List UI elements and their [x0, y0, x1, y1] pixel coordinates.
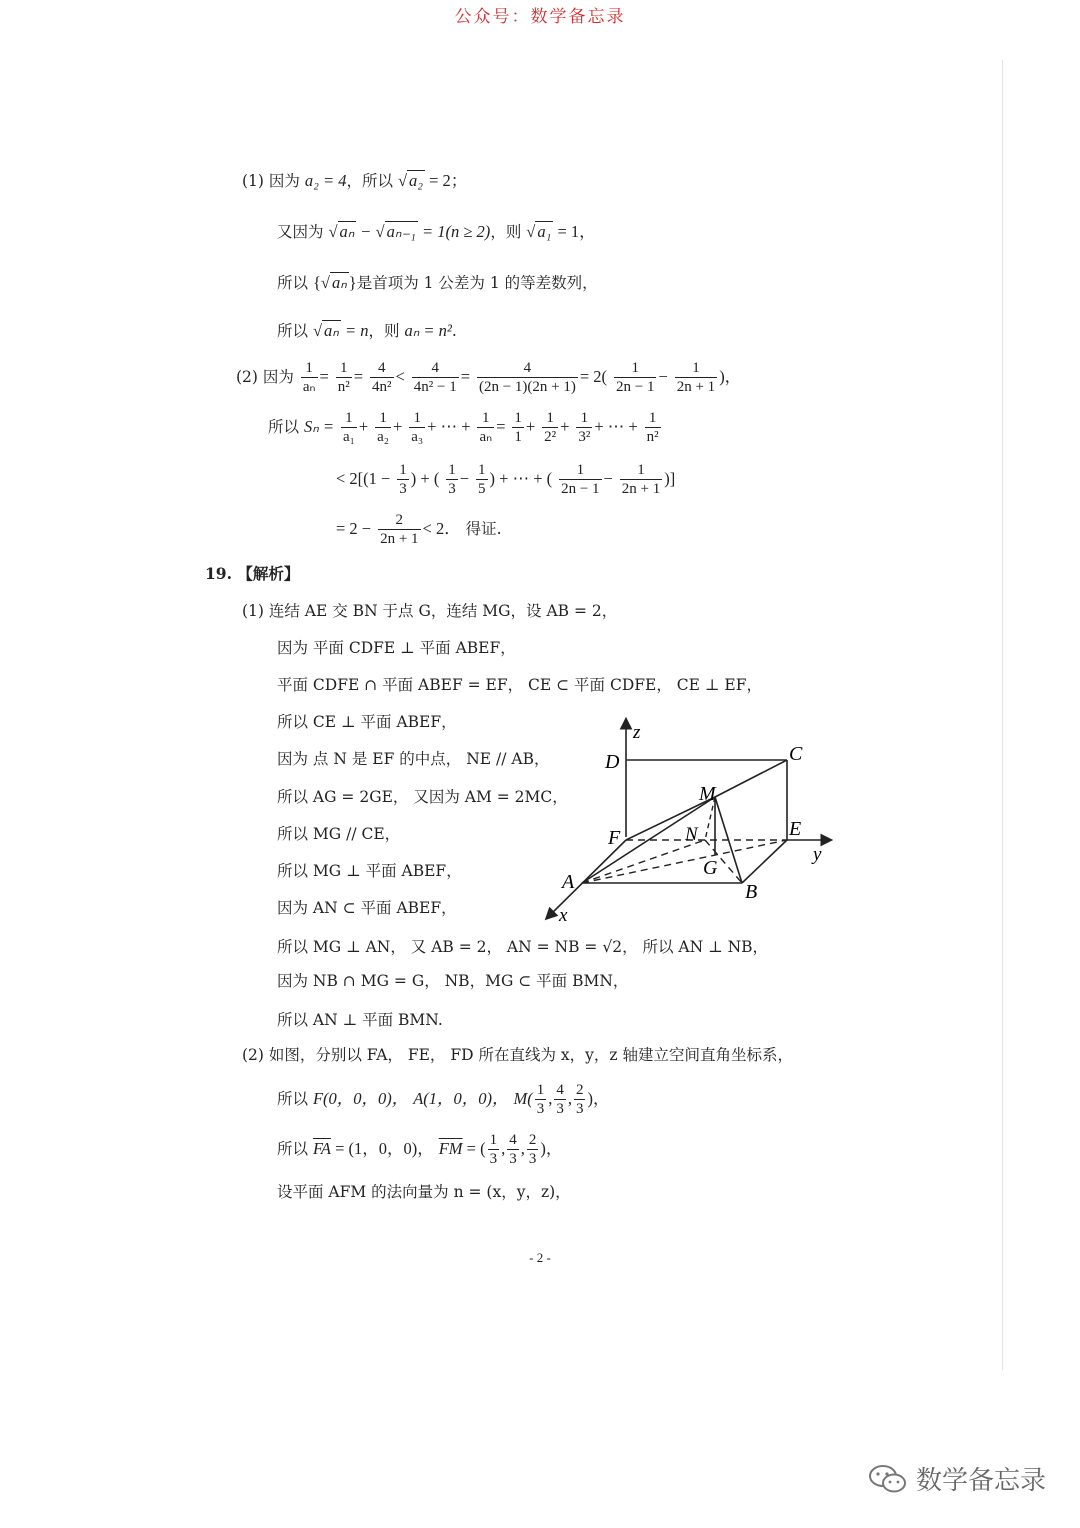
- fraction: [574, 1082, 586, 1118]
- denominator: 3²: [578, 429, 591, 445]
- denominator: 2²: [544, 429, 557, 445]
- q18-p1-line3: [277, 272, 598, 294]
- denominator: 4n²: [372, 379, 392, 395]
- q19-line-3: 平面 CDFE ∩ 平面 ABEF = EF， CE ⊂ 平面 CDFE， CE ⊥ EF，: [277, 676, 762, 694]
- denominator: 2n − 1: [561, 481, 600, 497]
- math-expr: = n: [340, 321, 369, 340]
- fraction: [476, 462, 488, 498]
- math-expr: = (: [462, 1139, 486, 1158]
- text: ，所以: [346, 172, 393, 190]
- q18-p1-line1: [242, 170, 467, 192]
- math-expr: a₂ = 4: [304, 171, 347, 190]
- equals: =: [496, 417, 506, 436]
- q18-p2-line4: [336, 512, 502, 548]
- denominator: 3: [575, 1101, 584, 1117]
- fraction: [477, 410, 494, 446]
- numerator: 1: [514, 410, 522, 426]
- denominator: aₙ: [302, 379, 316, 395]
- fraction: [375, 410, 391, 446]
- fraction: [397, 462, 409, 498]
- text: .: [451, 322, 457, 340]
- q19-line-6: 所以 AG = 2GE， 又因为 AM = 2MC，: [277, 788, 568, 806]
- equals: =: [460, 367, 471, 386]
- denominator: aₙ: [479, 429, 493, 445]
- label-z: z: [633, 722, 641, 743]
- plus: +: [393, 417, 403, 436]
- numerator: 1: [336, 360, 352, 378]
- denominator: a₂: [377, 429, 390, 445]
- edge-BE: [742, 840, 787, 883]
- fraction: [341, 410, 357, 446]
- sqrt-expr: √ aₙ: [312, 321, 339, 340]
- label-E: E: [789, 818, 802, 840]
- label-N: N: [685, 824, 698, 845]
- section-label: 【解析】: [237, 564, 300, 583]
- sqrt-radicand: aₙ₋₁: [386, 222, 416, 241]
- watermark: [868, 1460, 1046, 1497]
- fraction: [614, 360, 656, 396]
- denominator: a₃: [411, 429, 424, 445]
- text: ，则: [368, 322, 400, 340]
- q19-line-4: 所以 CE ⊥ 平面 ABEF，: [277, 713, 457, 731]
- numerator: 2: [528, 1132, 537, 1148]
- numerator: 1: [614, 360, 656, 378]
- text: 因为: [268, 172, 300, 190]
- numerator: 1: [620, 462, 662, 480]
- numerator: 1: [576, 410, 592, 428]
- label-y: y: [813, 844, 822, 865]
- label-C: C: [789, 743, 803, 765]
- fraction: [301, 360, 318, 396]
- comma: ,: [548, 1089, 553, 1108]
- denominator: 3: [556, 1101, 564, 1117]
- header-banner: 公众号：数学备忘录: [454, 7, 626, 27]
- math-expr: = 2(: [579, 367, 608, 386]
- denominator: 2n + 1: [676, 379, 716, 395]
- text: 因为: [262, 368, 294, 386]
- page-edge-divider: [1002, 60, 1003, 1370]
- label-A: A: [562, 871, 575, 893]
- brace-close: }: [348, 273, 357, 292]
- numerator: 1: [409, 410, 425, 428]
- math-expr: ) + ⋯ + (: [489, 469, 553, 488]
- denominator: 2n + 1: [621, 481, 661, 497]
- q19-line-10: 所以 MG ⊥ AN， 又 AB = 2， AN = NB = √2， 所以 AN ⊥ NB，: [277, 938, 769, 956]
- denominator: 3: [399, 481, 407, 497]
- math-expr: = 1，: [553, 222, 596, 241]
- math-expr: )，: [540, 1139, 563, 1158]
- denominator: a₁: [342, 429, 355, 445]
- point-M: M(: [513, 1089, 533, 1108]
- q18-p1-line2: [277, 221, 596, 243]
- fraction: [477, 360, 578, 396]
- denominator: 3: [509, 1151, 517, 1167]
- fraction: [675, 360, 717, 396]
- fraction: [542, 410, 558, 446]
- fraction: [412, 360, 459, 396]
- minus-sign: −: [658, 367, 668, 386]
- geometry-figure: [535, 710, 845, 925]
- comma: ,: [501, 1139, 506, 1158]
- fraction: [409, 410, 425, 446]
- numerator: 1: [478, 462, 486, 478]
- text: 是首项为 1 公差为 1 的等差数列，: [356, 274, 598, 292]
- q19-line-12: 所以 AN ⊥ 平面 BMN.: [277, 1011, 443, 1029]
- numerator: 1: [341, 410, 357, 428]
- sqrt-expr: √ aₙ: [320, 273, 347, 292]
- point-A: A(1，0，0)，: [413, 1089, 509, 1108]
- sqrt-expr: √ aₙ: [328, 222, 355, 241]
- sqrt-radicand: a₂: [409, 171, 423, 190]
- equals: =: [353, 367, 364, 386]
- q18-p2-line2: [268, 410, 663, 446]
- q19-line-14: [277, 1082, 609, 1118]
- fraction: [554, 1082, 566, 1118]
- numerator: 1: [536, 1082, 545, 1098]
- numerator: 4: [556, 1082, 564, 1098]
- q19-line-15: [277, 1132, 562, 1168]
- denominator: 1: [514, 429, 522, 445]
- sqrt-radicand: aₙ: [339, 222, 355, 241]
- text: ，则: [490, 223, 522, 241]
- denominator: n²: [337, 379, 350, 395]
- fraction: [559, 462, 601, 498]
- numerator: 1: [448, 462, 456, 478]
- denominator: 3: [448, 481, 456, 497]
- math-expr: ) + (: [410, 469, 440, 488]
- watermark-text: 数学备忘录: [915, 1466, 1046, 1496]
- numerator: 4: [412, 360, 459, 378]
- equals: =: [319, 367, 329, 386]
- numerator: 1: [489, 1132, 498, 1148]
- denominator: (2n − 1)(2n + 1): [478, 379, 576, 395]
- fraction: [446, 462, 458, 498]
- q19-line-16: 设平面 AFM 的法向量为 n = (x，y，z)，: [277, 1183, 571, 1201]
- label-G: G: [703, 857, 718, 879]
- text: 所以: [277, 322, 309, 340]
- sqrt-expr: √ a₂: [397, 171, 423, 190]
- minus-sign: −: [459, 469, 470, 488]
- ellipsis: + ⋯ +: [427, 417, 471, 436]
- edge-MC: [715, 760, 787, 797]
- q19-line-1: (1) 连结 AE 交 BN 于点 G，连结 MG，设 AB = 2，: [242, 602, 618, 620]
- math-expr: )]: [664, 469, 676, 488]
- wechat-icon: [868, 1463, 908, 1495]
- fraction: [576, 410, 592, 446]
- vector-FM: $\overline{FM}$: [438, 1139, 463, 1158]
- label-B: B: [745, 881, 758, 903]
- ellipsis: + ⋯ +: [594, 417, 638, 436]
- text: 得证.: [465, 520, 502, 538]
- page-number: - 2 -: [529, 1250, 551, 1265]
- denominator: 2n − 1: [616, 379, 655, 395]
- minus-sign: −: [361, 222, 371, 241]
- numerator: 2: [575, 1082, 584, 1098]
- part-tag: (1): [242, 172, 264, 190]
- plus: +: [560, 417, 570, 436]
- point-F: F(0，0，0)，: [312, 1089, 409, 1108]
- text: 又因为: [277, 223, 324, 241]
- q18-p2-line1: [236, 360, 741, 396]
- q18-p1-line4: [277, 320, 457, 342]
- label-F: F: [608, 827, 621, 849]
- less-than: <: [395, 367, 405, 386]
- fraction: [507, 1132, 519, 1168]
- math-expr: < 2[(1 −: [336, 469, 391, 488]
- q19-line-7: 所以 MG // CE，: [277, 825, 401, 843]
- comma: ,: [567, 1089, 572, 1108]
- denominator: 2n + 1: [380, 531, 419, 547]
- numerator: 1: [301, 360, 318, 378]
- numerator: 1: [477, 410, 494, 428]
- q19-line-9: 因为 AN ⊂ 平面 ABEF，: [277, 899, 457, 917]
- q19-line-2: 因为 平面 CDFE ⊥ 平面 ABEF，: [277, 639, 516, 657]
- fraction: [645, 410, 661, 446]
- numerator: 1: [645, 410, 661, 428]
- label-D: D: [605, 751, 620, 773]
- math-expr: = 2 −: [336, 519, 372, 538]
- q18-p2-line3: [336, 462, 675, 498]
- numerator: 1: [675, 360, 717, 378]
- label-x: x: [559, 905, 568, 925]
- fraction: [512, 410, 524, 446]
- segment-AN: [582, 840, 705, 883]
- question-number: 19.: [205, 564, 232, 583]
- fraction: [370, 360, 394, 396]
- fraction: [336, 360, 352, 396]
- numerator: 1: [559, 462, 601, 480]
- text: 所以: [268, 418, 300, 436]
- text: 所以: [277, 274, 309, 292]
- fraction: [378, 512, 420, 548]
- text: 所以: [277, 1140, 309, 1158]
- fraction: [535, 1082, 547, 1118]
- text: 所以: [277, 1090, 309, 1108]
- math-expr: = (1，0，0)，: [330, 1139, 434, 1158]
- fraction: [527, 1132, 539, 1168]
- plus: +: [525, 417, 536, 436]
- sqrt-radicand: aₙ: [324, 321, 339, 340]
- part-tag: (2): [236, 368, 258, 386]
- numerator: 2: [378, 512, 420, 530]
- denominator: n²: [646, 429, 659, 445]
- numerator: 1: [399, 462, 407, 478]
- math-expr: aₙ = n²: [404, 321, 452, 340]
- q19-heading: [205, 563, 299, 585]
- numerator: 4: [509, 1132, 517, 1148]
- denominator: 5: [478, 481, 486, 497]
- numerator: 4: [477, 360, 578, 378]
- comma: ,: [520, 1139, 525, 1158]
- numerator: 1: [542, 410, 558, 428]
- denominator: 3: [536, 1101, 545, 1117]
- numerator: 4: [370, 360, 394, 378]
- denominator: 3: [489, 1151, 498, 1167]
- plus: +: [358, 417, 369, 436]
- math-expr: = 2；: [425, 171, 468, 190]
- q19-line-11: 因为 NB ∩ MG = G， NB，MG ⊂ 平面 BMN，: [277, 972, 629, 990]
- vector-FA: $\overline{FA}$: [312, 1139, 331, 1158]
- numerator: 1: [375, 410, 391, 428]
- sqrt-radicand: aₙ: [331, 273, 347, 292]
- q19-line-8: 所以 MG ⊥ 平面 ABEF，: [277, 862, 462, 880]
- math-expr: )，: [719, 367, 742, 386]
- sqrt-expr: √ a₁: [526, 222, 552, 241]
- q19-line-13: (2) 如图，分别以 FA， FE， FD 所在直线为 x，y，z 轴建立空间直角坐标系，: [242, 1046, 793, 1064]
- denominator: 4n² − 1: [413, 379, 457, 395]
- minus-sign: −: [603, 469, 613, 488]
- label-M: M: [699, 783, 716, 805]
- math-expr: = 1(n ≥ 2): [417, 222, 491, 241]
- fraction: [620, 462, 662, 498]
- q19-line-5: 因为 点 N 是 EF 的中点， NE // AB，: [277, 750, 550, 768]
- sqrt-radicand: a₁: [537, 222, 552, 241]
- math-expr: )，: [587, 1089, 610, 1108]
- math-expr: < 2．: [422, 519, 461, 538]
- sqrt-expr: √ aₙ₋₁: [375, 222, 416, 241]
- denominator: 3: [528, 1151, 537, 1167]
- brace-open: {: [312, 273, 321, 292]
- math-expr: Sₙ =: [303, 417, 335, 436]
- fraction: [488, 1132, 500, 1168]
